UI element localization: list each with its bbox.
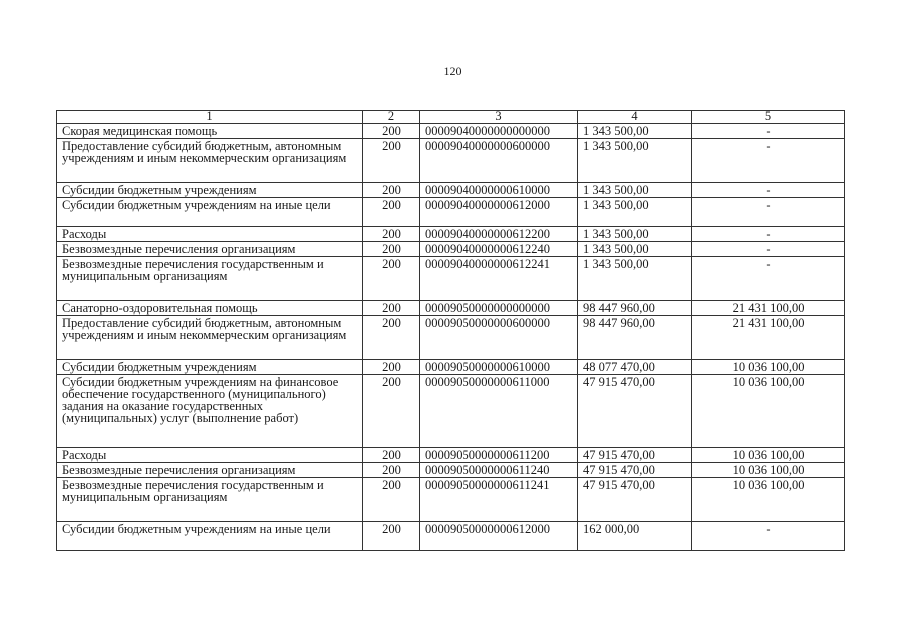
row-amount-2: - xyxy=(692,183,845,198)
row-code-b: 00009040000000612000 xyxy=(420,198,578,227)
table-row xyxy=(57,227,845,242)
row-code-b: 00009050000000000000 xyxy=(420,301,578,316)
row-amount-1: 47 915 470,00 xyxy=(578,478,692,522)
row-amount-1: 1 343 500,00 xyxy=(578,257,692,301)
column-header-2: 2 xyxy=(363,111,420,124)
table-row xyxy=(57,139,845,183)
row-code-b: 00009050000000612000 xyxy=(420,522,578,551)
row-name: Субсидии бюджетным учреждениям xyxy=(57,360,363,375)
table-row xyxy=(57,463,845,478)
page-number: 120 xyxy=(443,64,462,78)
row-code-a: 200 xyxy=(363,124,420,139)
table-row xyxy=(57,301,845,316)
row-name: Субсидии бюджетным учреждениям на финансовое обеспечение государственного (муниципального) задания на оказание государственных (муниципальных) услуг (выполнение работ) xyxy=(57,375,363,448)
header-row xyxy=(57,111,845,124)
row-amount-1: 48 077 470,00 xyxy=(578,360,692,375)
table-body xyxy=(57,124,845,551)
row-code-a: 200 xyxy=(363,242,420,257)
row-code-b: 00009050000000611200 xyxy=(420,448,578,463)
table-row xyxy=(57,183,845,198)
row-code-a: 200 xyxy=(363,227,420,242)
table-row xyxy=(57,124,845,139)
row-code-b: 00009040000000612241 xyxy=(420,257,578,301)
row-amount-2: - xyxy=(692,242,845,257)
row-code-b: 00009040000000000000 xyxy=(420,124,578,139)
row-amount-1: 1 343 500,00 xyxy=(578,139,692,183)
column-header-4: 4 xyxy=(578,111,692,124)
row-amount-2: - xyxy=(692,227,845,242)
row-name: Предоставление субсидий бюджетным, автономным учреждениям и иным некоммерческим организациям xyxy=(57,316,363,360)
row-name: Субсидии бюджетным учреждениям на иные цели xyxy=(57,522,363,551)
row-amount-2: 21 431 100,00 xyxy=(692,316,845,360)
table-row xyxy=(57,316,845,360)
row-name: Санаторно-оздоровительная помощь xyxy=(57,301,363,316)
row-code-b: 00009050000000611000 xyxy=(420,375,578,448)
row-code-b: 00009050000000600000 xyxy=(420,316,578,360)
table-row xyxy=(57,478,845,522)
row-code-b: 00009050000000611240 xyxy=(420,463,578,478)
row-code-b: 00009040000000610000 xyxy=(420,183,578,198)
column-header-5: 5 xyxy=(692,111,845,124)
row-name: Субсидии бюджетным учреждениям xyxy=(57,183,363,198)
table-row xyxy=(57,522,845,551)
row-amount-2: 10 036 100,00 xyxy=(692,448,845,463)
row-name: Безвозмездные перечисления организациям xyxy=(57,463,363,478)
row-name: Расходы xyxy=(57,227,363,242)
row-code-a: 200 xyxy=(363,448,420,463)
row-code-b: 00009040000000612200 xyxy=(420,227,578,242)
row-amount-2: 10 036 100,00 xyxy=(692,463,845,478)
row-name: Субсидии бюджетным учреждениям на иные цели xyxy=(57,198,363,227)
row-amount-2: 10 036 100,00 xyxy=(692,478,845,522)
row-code-a: 200 xyxy=(363,360,420,375)
row-code-b: 00009040000000612240 xyxy=(420,242,578,257)
row-amount-1: 47 915 470,00 xyxy=(578,375,692,448)
row-code-a: 200 xyxy=(363,301,420,316)
row-name: Безвозмездные перечисления государственным и муниципальным организациям xyxy=(57,478,363,522)
table-row xyxy=(57,242,845,257)
row-code-a: 200 xyxy=(363,375,420,448)
row-code-a: 200 xyxy=(363,478,420,522)
row-amount-2: - xyxy=(692,198,845,227)
row-code-a: 200 xyxy=(363,183,420,198)
row-code-a: 200 xyxy=(363,463,420,478)
table-row xyxy=(57,198,845,227)
row-code-a: 200 xyxy=(363,257,420,301)
budget-table xyxy=(56,110,845,551)
column-header-1: 1 xyxy=(57,111,363,124)
row-amount-1: 1 343 500,00 xyxy=(578,124,692,139)
row-amount-1: 1 343 500,00 xyxy=(578,183,692,198)
row-amount-1: 1 343 500,00 xyxy=(578,198,692,227)
row-code-a: 200 xyxy=(363,139,420,183)
table-row xyxy=(57,360,845,375)
row-amount-1: 1 343 500,00 xyxy=(578,242,692,257)
row-amount-1: 47 915 470,00 xyxy=(578,448,692,463)
table-row xyxy=(57,375,845,448)
table-row xyxy=(57,257,845,301)
row-amount-1: 1 343 500,00 xyxy=(578,227,692,242)
row-code-b: 00009040000000600000 xyxy=(420,139,578,183)
row-amount-2: - xyxy=(692,139,845,183)
row-amount-1: 98 447 960,00 xyxy=(578,316,692,360)
row-amount-2: - xyxy=(692,124,845,139)
row-name: Скорая медицинская помощь xyxy=(57,124,363,139)
row-name: Безвозмездные перечисления организациям xyxy=(57,242,363,257)
row-name: Предоставление субсидий бюджетным, автономным учреждениям и иным некоммерческим организациям xyxy=(57,139,363,183)
row-code-b: 00009050000000610000 xyxy=(420,360,578,375)
row-amount-2: 10 036 100,00 xyxy=(692,375,845,448)
row-amount-2: - xyxy=(692,257,845,301)
row-code-a: 200 xyxy=(363,522,420,551)
table-row xyxy=(57,448,845,463)
row-name: Безвозмездные перечисления государственным и муниципальным организациям xyxy=(57,257,363,301)
column-header-3: 3 xyxy=(420,111,578,124)
row-amount-1: 47 915 470,00 xyxy=(578,463,692,478)
row-name: Расходы xyxy=(57,448,363,463)
row-code-b: 00009050000000611241 xyxy=(420,478,578,522)
row-amount-2: 21 431 100,00 xyxy=(692,301,845,316)
row-amount-2: - xyxy=(692,522,845,551)
row-amount-2: 10 036 100,00 xyxy=(692,360,845,375)
row-code-a: 200 xyxy=(363,198,420,227)
row-amount-1: 162 000,00 xyxy=(578,522,692,551)
row-amount-1: 98 447 960,00 xyxy=(578,301,692,316)
row-code-a: 200 xyxy=(363,316,420,360)
